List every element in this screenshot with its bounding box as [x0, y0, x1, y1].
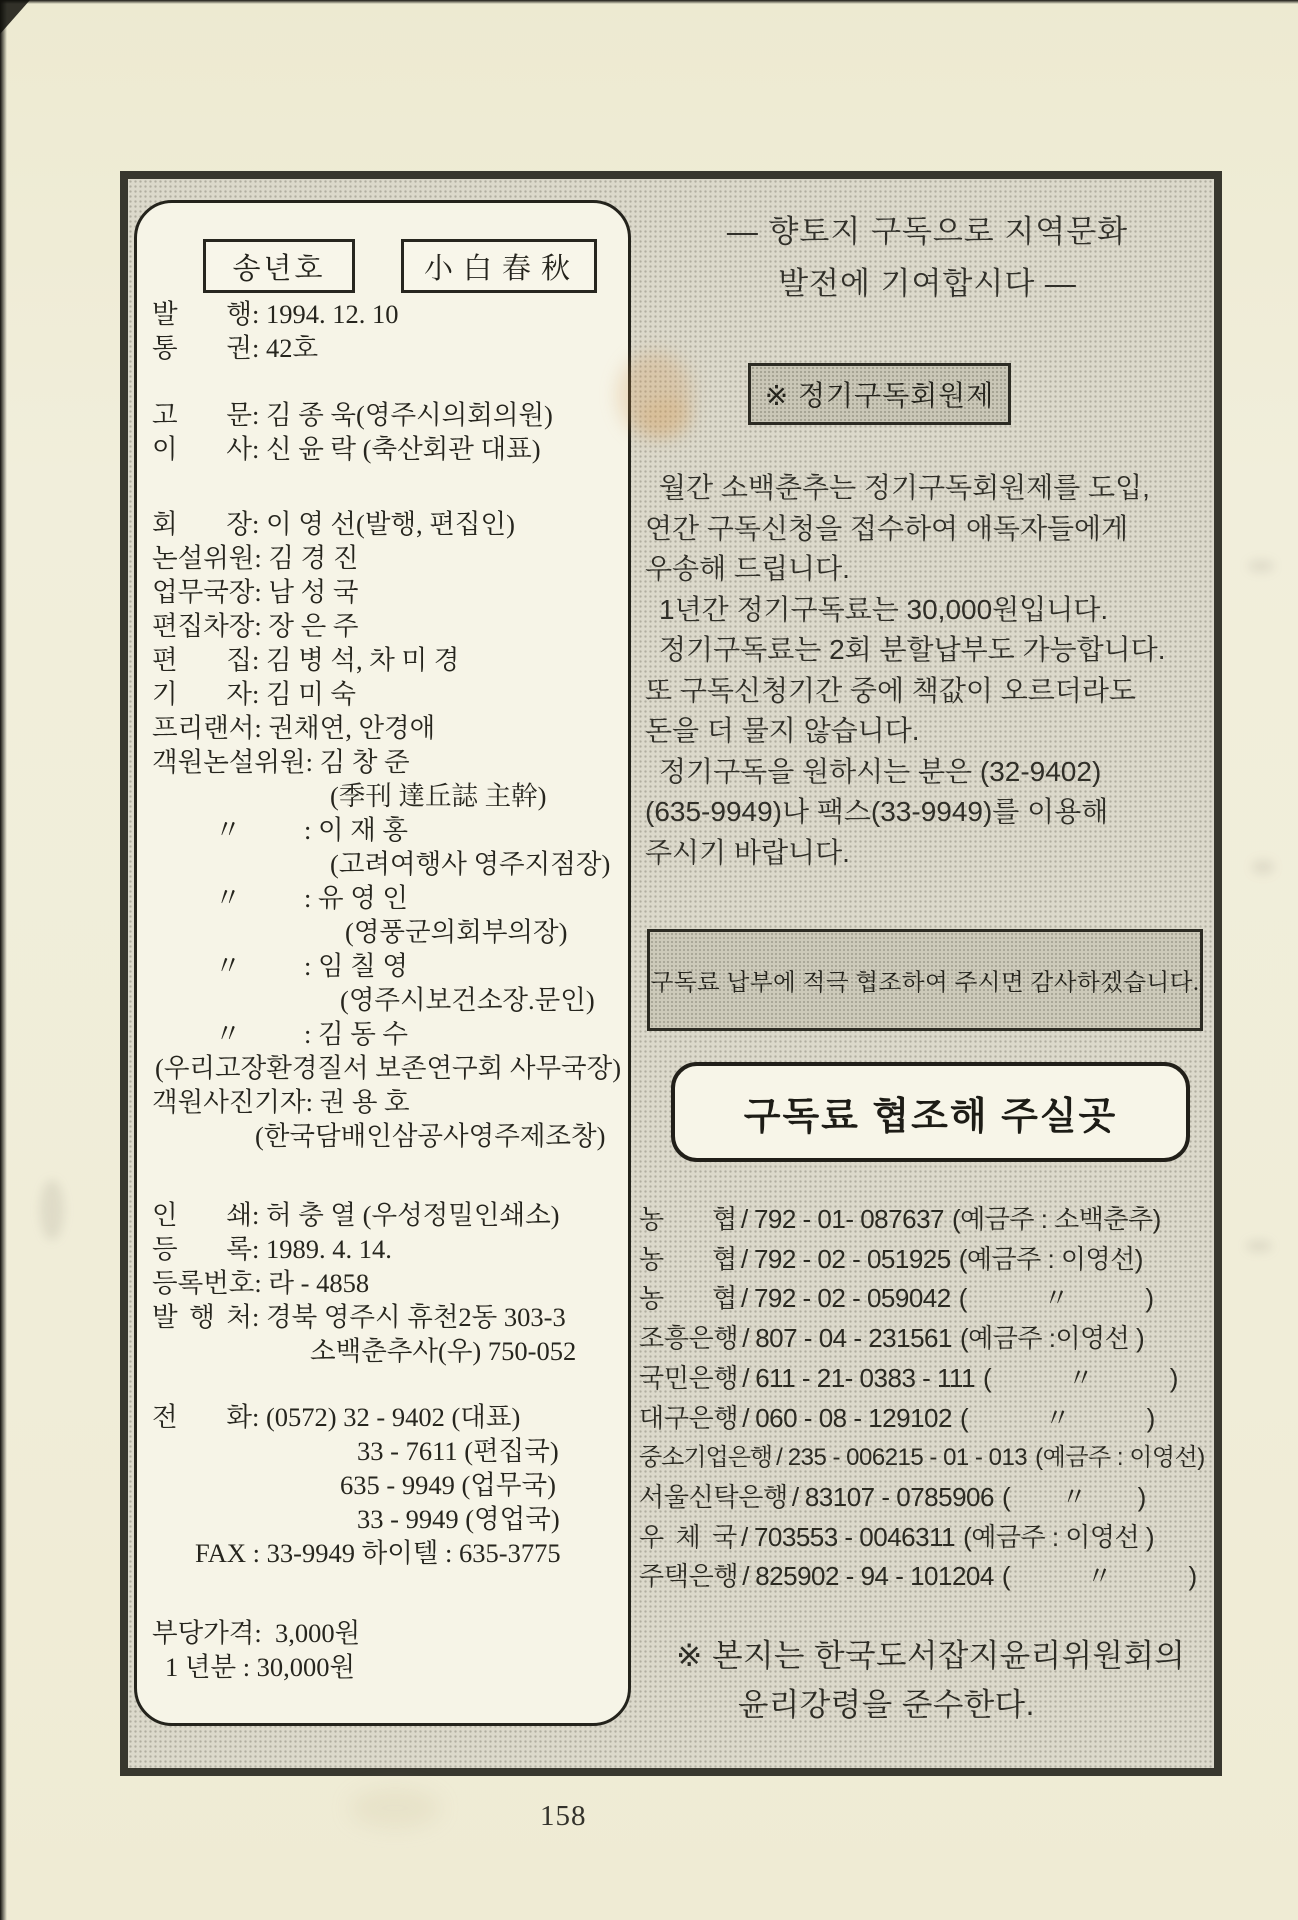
bank-name: 우 체 국: [639, 1521, 737, 1552]
bank-separator: /: [742, 1362, 750, 1393]
bank-account-holder: ( 〃 ): [1001, 1481, 1146, 1512]
ethics-note: [676, 1631, 1185, 1729]
bank-account-number: 825902 - 94 - 101204: [755, 1561, 994, 1592]
subscription-slogan: [655, 206, 1200, 310]
bank-separator: /: [741, 1521, 748, 1552]
masthead-row: [152, 1616, 620, 1650]
slogan-line-1: — 향토지 구독으로 지역문화: [726, 214, 1129, 249]
field-value: : 3,000원: [254, 1618, 361, 1648]
field-label: 발 행: [152, 299, 252, 329]
masthead-row: [152, 609, 620, 643]
magazine-title-badge: [401, 239, 597, 293]
bank-separator: /: [742, 1323, 750, 1354]
membership-badge: ※ 정기구독회원제: [748, 363, 1011, 425]
masthead-row: [152, 575, 620, 609]
info-line: 정기구독료는 2회 분할납부도 가능합니다.: [659, 634, 1166, 665]
field-label: 편 집: [152, 645, 252, 675]
bank-account-holder: (예금주 :이영선 ): [959, 1323, 1145, 1354]
ethics-line-1: ※ 본지는 한국도서잡지윤리위원회의: [676, 1637, 1186, 1673]
issue-badge-label: 송년호: [232, 252, 326, 285]
continuation-text: (한국담배인삼공사영주제조창): [255, 1121, 606, 1151]
info-line: 연간 구독신청을 접수하여 애독자들에게: [645, 512, 1129, 544]
continuation-text: (영풍군의회부의장): [345, 917, 568, 947]
masthead-row: [152, 1300, 620, 1334]
masthead-row: [152, 643, 620, 677]
info-line: 정기구독을 원하시는 분은 (32-9402): [659, 755, 1102, 787]
bank-separator: /: [791, 1481, 799, 1512]
print-smudge: [40, 1180, 64, 1240]
info-line: 월간 소백춘추는 정기구독회원제를 도입,: [659, 472, 1150, 503]
masthead-row: [152, 813, 620, 847]
masthead-row: [152, 1468, 620, 1502]
field-label: 등 록: [152, 1234, 252, 1264]
masthead-row: [152, 1017, 620, 1051]
field-value: : 권채연, 안경애: [254, 713, 436, 743]
field-label: 이 사: [152, 434, 252, 464]
continuation-text: 소백춘추사(우) 750-052: [310, 1336, 577, 1366]
field-label: 객원논설위원: [152, 747, 306, 777]
masthead-field-list: [152, 297, 620, 1684]
bank-name: 조흥은행: [639, 1323, 739, 1354]
masthead-row: [152, 1266, 620, 1300]
bank-account-row: [639, 1200, 1221, 1240]
masthead-row: [152, 983, 620, 1017]
masthead-row: [152, 1119, 620, 1153]
accounts-title-box: 구독료 협조해 주실곳: [671, 1062, 1190, 1162]
info-line: 주시기 바랍니다.: [645, 836, 850, 868]
bank-name: 농 협: [639, 1204, 737, 1234]
masthead-row: [152, 1502, 620, 1536]
masthead-row: [152, 779, 620, 813]
masthead-row: [152, 1650, 620, 1684]
field-label: 부당가격: [152, 1618, 255, 1648]
bank-account-row: [639, 1240, 1221, 1280]
ditto-mark: 〃: [214, 883, 242, 913]
colophon-board: [120, 171, 1222, 1776]
bank-account-row: [639, 1557, 1221, 1597]
field-value: : 허 충 열 (우성정밀인쇄소): [252, 1200, 560, 1230]
field-label: 회 장: [152, 509, 252, 539]
continuation-text: 33 - 7611 (편집국): [357, 1436, 559, 1466]
field-value: : 김 종 욱(영주시의회의원): [252, 400, 553, 430]
ditto-mark: 〃: [214, 815, 242, 845]
payment-notice-box: 구독료 납부에 적극 협조하여 주시면 감사하겠습니다.: [647, 929, 1203, 1031]
bank-name: 농 협: [639, 1243, 737, 1274]
bank-account-holder: ( 〃 ): [959, 1402, 1155, 1433]
masthead-row: [152, 297, 620, 331]
masthead-row: [152, 398, 620, 432]
ditto-mark: 〃: [214, 951, 242, 981]
continuation-text: (고려여행사 영주지점장): [330, 849, 611, 879]
masthead-row: [152, 711, 620, 745]
field-label: 인 쇄: [152, 1200, 252, 1230]
field-value: : 42호: [252, 333, 319, 363]
bank-account-holder: (예금주 : 소백춘추): [951, 1204, 1161, 1234]
print-smudge: [1248, 560, 1274, 572]
masthead-row: [152, 1051, 620, 1085]
bank-account-row: [639, 1279, 1221, 1319]
field-label: 업무국장: [152, 577, 255, 607]
field-value: : 김 경 진: [254, 543, 359, 573]
bank-separator: /: [741, 1204, 748, 1234]
subscription-info-paragraph: [645, 468, 1213, 873]
field-value: : 김 동 수: [304, 1019, 409, 1049]
paper-stain: [350, 1788, 440, 1828]
bank-account-number: 060 - 08 - 129102: [755, 1402, 952, 1433]
masthead-row: [152, 1232, 620, 1266]
masthead-row: [152, 331, 620, 365]
continuation-text: 33 - 9949 (영업국): [357, 1504, 560, 1534]
bank-account-row: [639, 1359, 1221, 1399]
bank-account-row: [639, 1438, 1221, 1478]
masthead-row: [152, 1198, 620, 1232]
field-value: : 장 은 주: [254, 611, 359, 641]
field-label: 기 자: [152, 679, 252, 709]
bank-account-holder: (예금주 : 이영선): [958, 1243, 1143, 1274]
info-line: 돈을 더 물지 않습니다.: [645, 715, 920, 746]
bank-name: 주택은행: [639, 1561, 739, 1592]
info-line: 우송해 드립니다.: [645, 553, 850, 584]
bank-account-row: [639, 1399, 1221, 1439]
field-value: : 김 병 석, 차 미 경: [252, 645, 460, 675]
field-value: : 라 - 4858: [254, 1268, 370, 1298]
info-line: 1년간 정기구독료는 30,000원입니다.: [659, 593, 1109, 625]
bank-account-number: 703553 - 0046311: [753, 1521, 956, 1552]
issue-badge: [203, 239, 355, 293]
field-value: : 신 윤 락 (축산회관 대표): [252, 434, 541, 464]
field-label: 발 행 처: [152, 1302, 252, 1332]
ethics-line-2: 윤리강령을 준수한다.: [738, 1686, 1035, 1722]
masthead-row: [152, 507, 620, 541]
continuation-text: FAX : 33-9949 하이텔 : 635-3775: [195, 1538, 561, 1568]
scan-edge-top: [0, 0, 1298, 4]
field-value: : 김 창 준: [305, 747, 410, 777]
bank-account-list: [639, 1200, 1221, 1597]
field-label: 논설위원: [152, 543, 255, 573]
bank-account-row: [639, 1319, 1221, 1359]
masthead-row: [152, 745, 620, 779]
continuation-text: 635 - 9949 (업무국): [340, 1470, 556, 1500]
masthead-row: [152, 432, 620, 466]
field-value: : 이 영 선(발행, 편집인): [252, 509, 515, 539]
continuation-text: (季刊 達丘誌 主幹): [330, 781, 547, 811]
continuation-text: 1 년분 : 30,000원: [165, 1652, 356, 1682]
bank-account-holder: (예금주 : 이영선 ): [963, 1521, 1155, 1552]
masthead-row: [152, 1334, 620, 1368]
masthead-row: [152, 677, 620, 711]
field-value: : 김 미 숙: [252, 679, 357, 709]
bank-separator: /: [776, 1444, 782, 1472]
field-label: 고 문: [152, 400, 252, 430]
bank-account-number: 792 - 01- 087637: [753, 1204, 944, 1234]
field-value: : 1989. 4. 14.: [252, 1234, 392, 1264]
field-value: : 1994. 12. 10: [252, 299, 399, 329]
masthead-row: [152, 881, 620, 915]
field-label: 전 화: [152, 1402, 252, 1432]
bank-separator: /: [741, 1243, 748, 1274]
bank-name: 서울신탁은행: [639, 1481, 788, 1512]
field-label: 등록번호: [152, 1268, 255, 1298]
bank-account-number: 235 - 006215 - 01 - 013: [787, 1444, 1028, 1472]
bank-account-number: 792 - 02 - 059042: [753, 1283, 951, 1314]
print-smudge: [1252, 860, 1274, 874]
masthead-row: [152, 915, 620, 949]
field-label: 객원사진기자: [152, 1087, 306, 1117]
masthead-row: [152, 949, 620, 983]
masthead-row: [152, 541, 620, 575]
masthead-badges: [203, 239, 597, 293]
field-value: : 경북 영주시 휴천2동 303-3: [252, 1302, 566, 1332]
field-label: 통 권: [152, 333, 252, 363]
page-number: 158: [540, 1800, 587, 1832]
field-value: : 유 영 인: [304, 883, 409, 913]
masthead-row: [152, 847, 620, 881]
bank-separator: /: [742, 1561, 750, 1592]
bank-account-row: [639, 1478, 1221, 1518]
bank-separator: /: [742, 1402, 750, 1433]
masthead-row: [152, 1536, 620, 1570]
bank-account-holder: ( 〃 ): [1001, 1561, 1197, 1592]
bank-name: 대구은행: [639, 1402, 739, 1433]
field-value: : 남 성 국: [254, 577, 359, 607]
print-smudge: [1246, 1240, 1272, 1252]
bank-account-number: 611 - 21- 0383 - 111: [755, 1362, 976, 1393]
field-label: 편집차장: [152, 611, 255, 641]
info-line: (635-9949)나 팩스(33-9949)를 이용해: [645, 796, 1109, 827]
masthead-row: [152, 1434, 620, 1468]
field-value: : 이 재 홍: [304, 815, 409, 845]
magazine-title-label: 小白春秋: [423, 252, 580, 285]
slogan-line-2: 발전에 기여합시다 —: [778, 266, 1077, 301]
masthead-row: [152, 1400, 620, 1434]
scan-edge-left: [0, 0, 7, 1920]
bank-account-number: 792 - 02 - 051925: [753, 1243, 951, 1274]
scan-corner-artifact: [0, 0, 30, 34]
field-label: 프리랜서: [152, 713, 255, 743]
bank-name: 중소기업은행: [639, 1444, 773, 1472]
bank-account-holder: ( 〃 ): [958, 1283, 1154, 1314]
bank-name: 국민은행: [639, 1362, 739, 1393]
bank-account-number: 83107 - 0785906: [804, 1481, 994, 1512]
field-value: : 권 용 호: [305, 1087, 410, 1117]
bank-account-row: [639, 1518, 1221, 1558]
bank-account-number: 807 - 04 - 231561: [755, 1323, 952, 1354]
info-line: 또 구독신청기간 중에 책값이 오르더라도: [645, 674, 1136, 706]
field-value: : 임 칠 영: [304, 951, 409, 981]
continuation-text: (우리고장환경질서 보존연구회 사무국장): [155, 1053, 622, 1083]
bank-account-holder: (예금주 : 이영선): [1035, 1444, 1205, 1472]
masthead-panel: [134, 200, 631, 1726]
masthead-row: [152, 1085, 620, 1119]
ditto-mark: 〃: [214, 1019, 242, 1049]
field-value: : (0572) 32 - 9402 (대표): [252, 1402, 521, 1432]
bank-account-holder: ( 〃 ): [983, 1362, 1178, 1393]
bank-name: 농 협: [639, 1283, 737, 1314]
bank-separator: /: [741, 1283, 748, 1314]
continuation-text: (영주시보건소장.문인): [340, 985, 595, 1015]
